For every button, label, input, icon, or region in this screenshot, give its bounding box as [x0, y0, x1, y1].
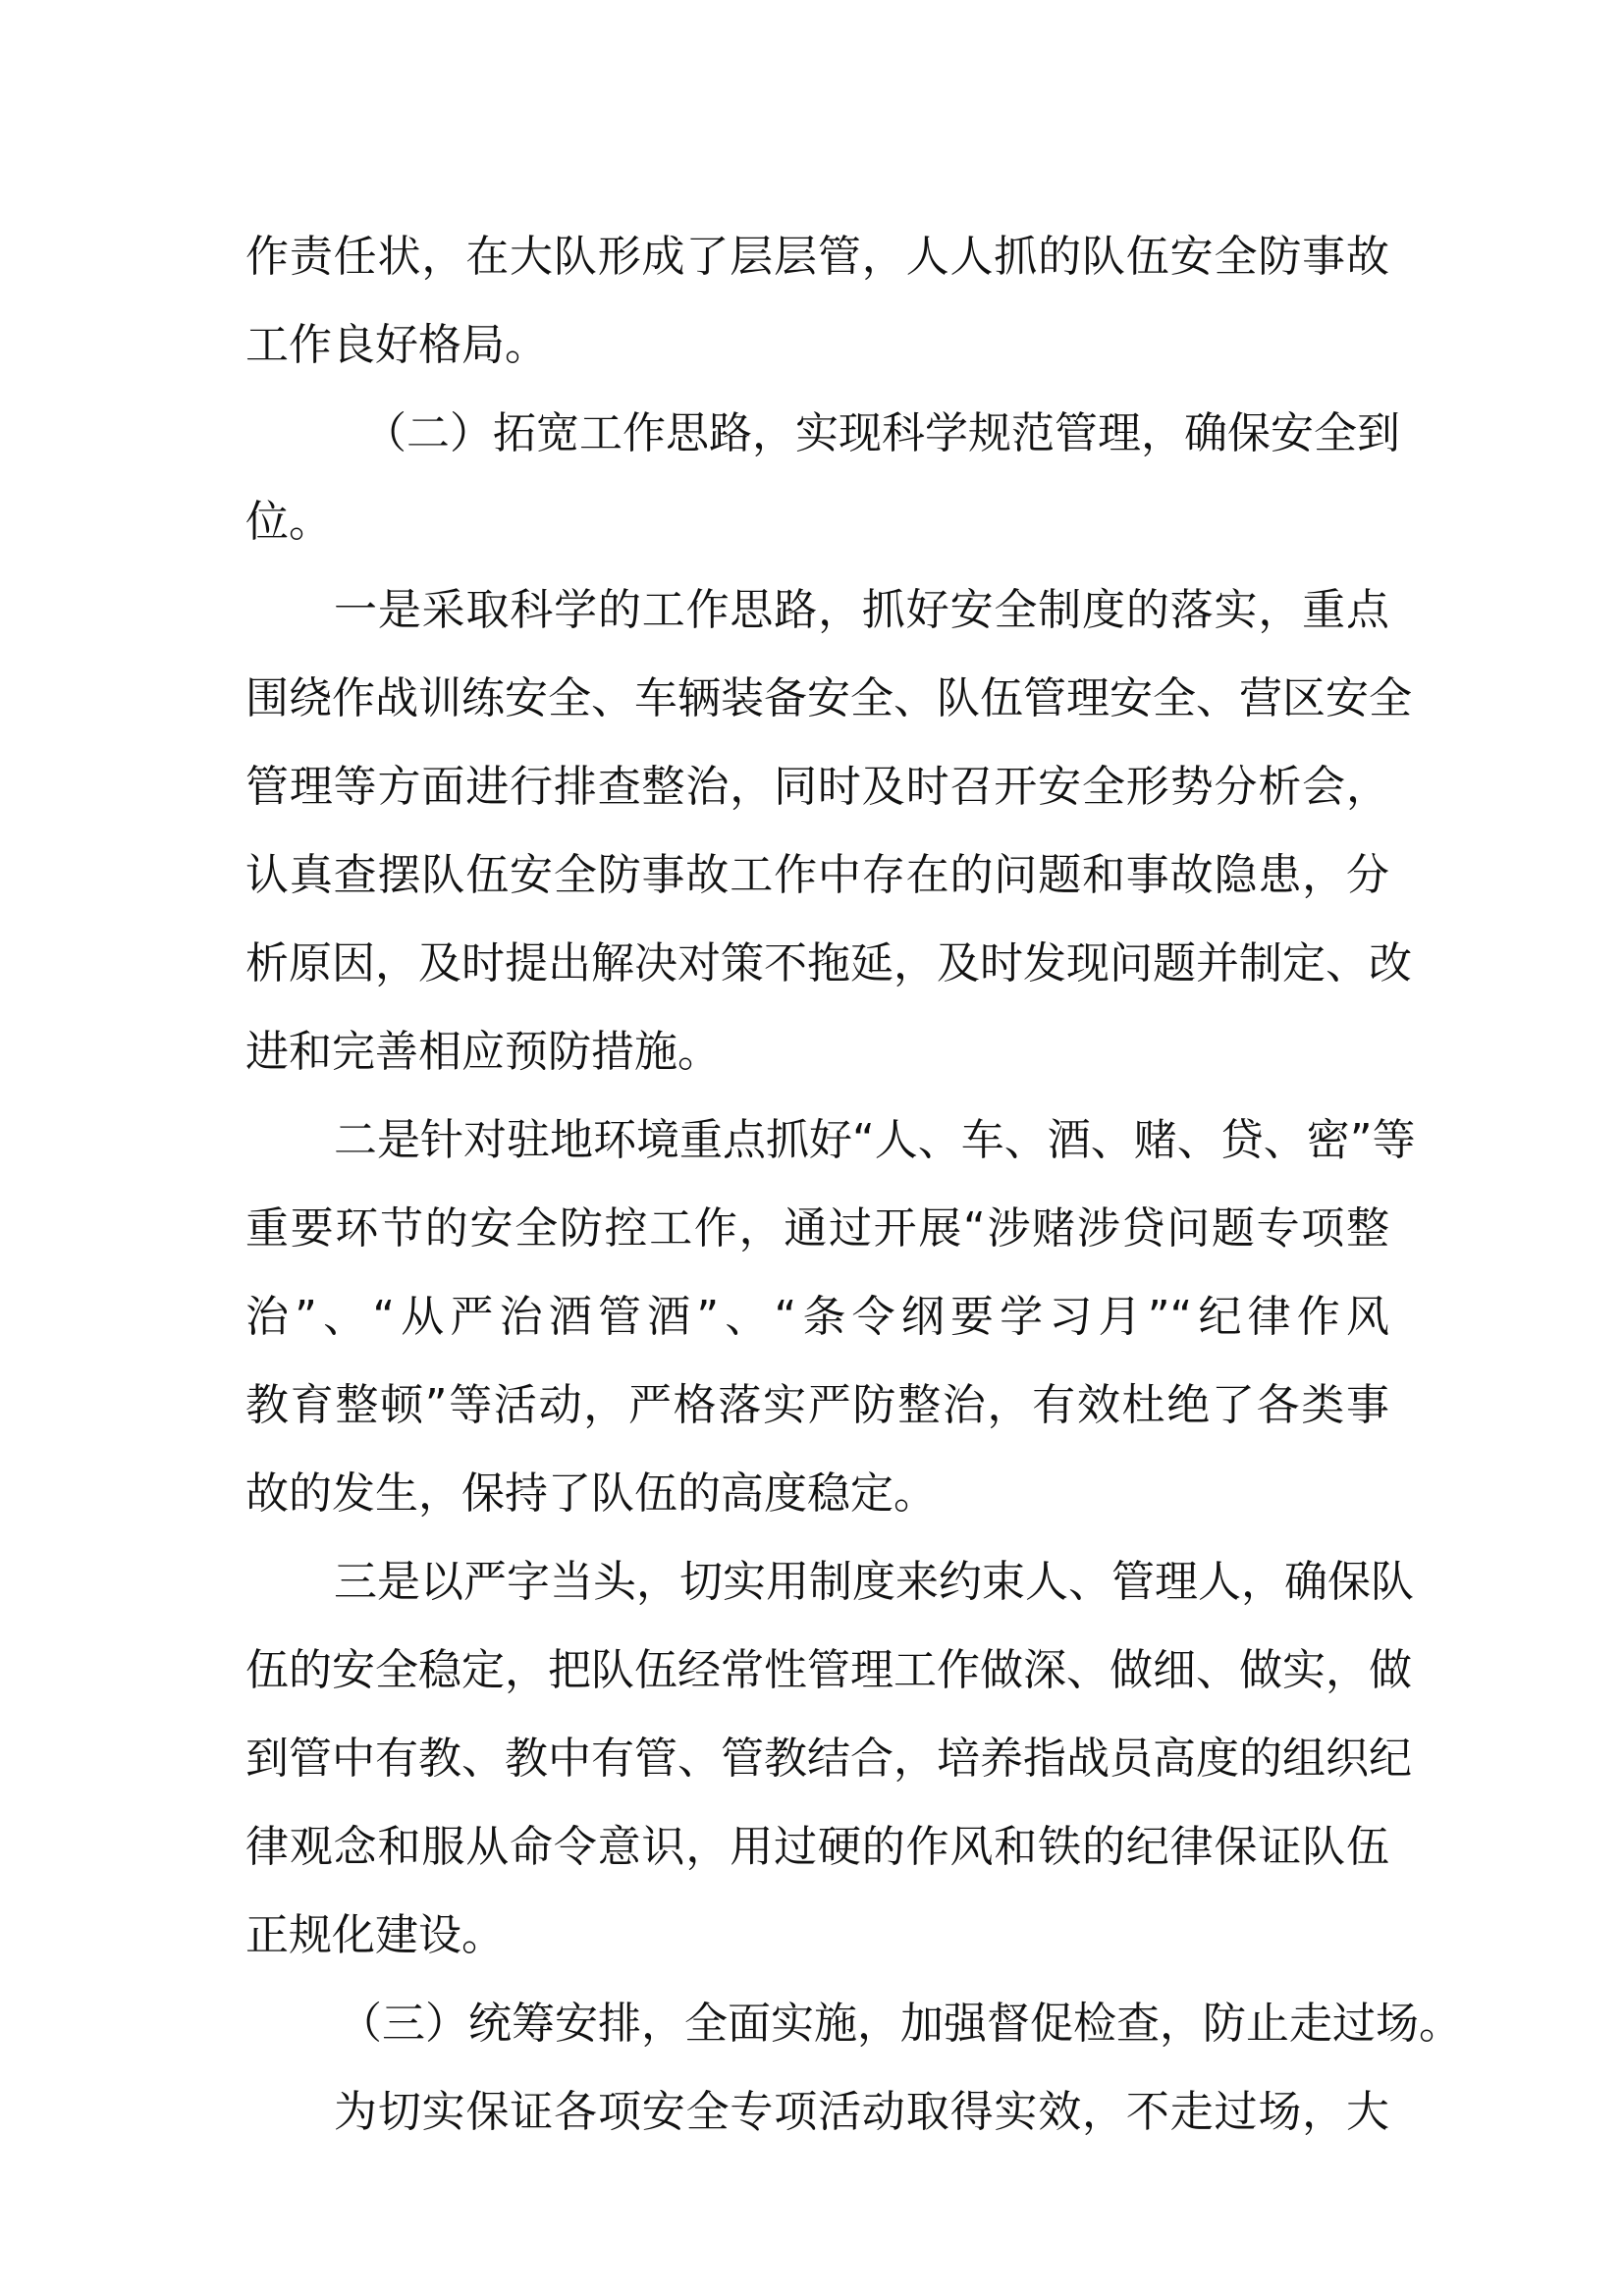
- section-heading-3: （三）统筹安排，全面实施，加强督促检查，防止走过场。: [339, 1999, 1462, 2049]
- text-line: 认真查摆队伍安全防事故工作中存在的问题和事故隐患，分: [245, 850, 1389, 900]
- paragraph-start: 二是针对驻地环境重点抓好“人、车、酒、赌、贷、密”等: [334, 1115, 1416, 1165]
- paragraph-start: 为切实保证各项安全专项活动取得实效，不走过场，大: [334, 2087, 1389, 2137]
- text-line: 析原因，及时提出解决对策不拖延，及时发现问题并制定、改: [245, 938, 1412, 988]
- paragraph-start: 三是以严字当头，切实用制度来约束人、管理人，确保队: [334, 1557, 1414, 1607]
- text-line: 重要环节的安全防控工作，通过开展“涉赌涉贷问题专项整: [245, 1203, 1389, 1254]
- text-line: 正规化建设。: [245, 1910, 505, 1960]
- text-line: 工作良好格局。: [245, 320, 548, 370]
- section-heading-2: （二）拓宽工作思路，实现科学规范管理，确保安全到: [363, 408, 1400, 458]
- text-line: 治”、“从严治酒管酒”、“条令纲要学习月”“纪律作风: [245, 1292, 1389, 1342]
- text-line: 进和完善相应预防措施。: [245, 1027, 721, 1077]
- text-line: 围绕作战训练安全、车辆装备安全、队伍管理安全、营区安全: [245, 673, 1412, 723]
- text-line: 位。: [245, 497, 332, 547]
- text-line: 伍的安全稳定，把队伍经常性管理工作做深、做细、做实，做: [245, 1645, 1412, 1695]
- text-line: 律观念和服从命令意识，用过硬的作风和铁的纪律保证队伍: [245, 1822, 1389, 1872]
- text-line: 教育整顿”等活动，严格落实严防整治，有效杜绝了各类事: [245, 1380, 1389, 1430]
- paragraph-start: 一是采取科学的工作思路，抓好安全制度的落实，重点: [334, 585, 1389, 635]
- text-line: 管理等方面进行排查整治，同时及时召开安全形势分析会，: [245, 762, 1389, 812]
- text-line: 到管中有教、教中有管、管教结合，培养指战员高度的组织纪: [245, 1734, 1412, 1784]
- text-line: 故的发生，保持了队伍的高度稳定。: [245, 1468, 937, 1519]
- text-line: 作责任状，在大队形成了层层管，人人抓的队伍安全防事故: [245, 232, 1389, 282]
